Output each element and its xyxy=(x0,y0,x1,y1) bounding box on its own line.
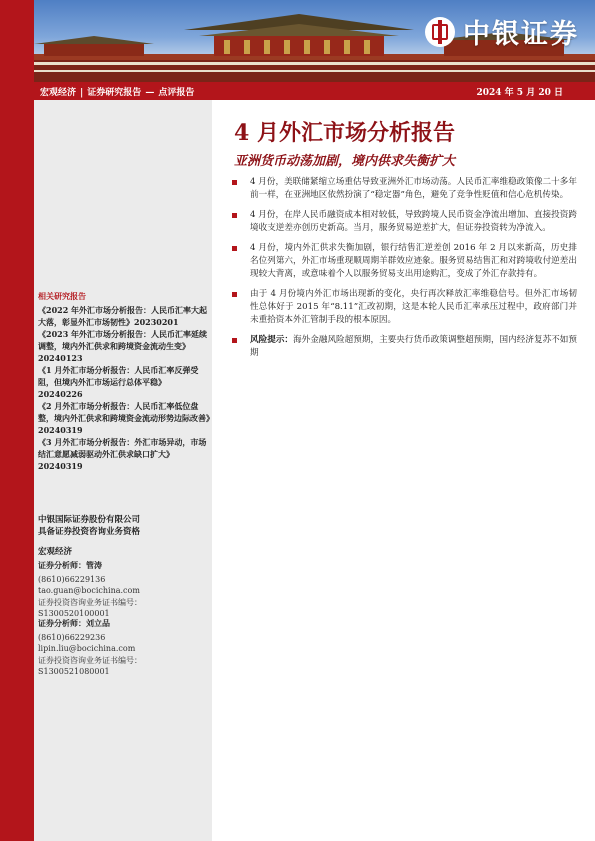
analyst-name: 证券分析师：管涛 xyxy=(38,560,102,570)
bullet-square-icon xyxy=(232,180,237,185)
related-report-item: 《3 月外汇市场分析报告：外汇市场异动，市场结汇意愿减弱驱动外汇供求缺口扩大》20240319 xyxy=(38,437,207,471)
related-report-item: 《2 月外汇市场分析报告：人民币汇率低位盘整，境内外汇供求和跨境资金流动形势边际改善》20240319 xyxy=(38,401,210,435)
report-type-label: 证券研究报告 xyxy=(87,87,142,98)
related-report-item: 《1 月外汇市场分析报告：人民币汇率反弹受阻，但境内外汇市场运行总体平稳》20240226 xyxy=(38,365,199,399)
key-point: 4 月份，境内外汇供求失衡加剧，银行结售汇逆差创 2016 年 2 月以来新高，历史排名位列第六，外汇市场重现顺周期羊群效应迹象。服务贸易结售汇和对跨境收付逆差出现较大背离，或意味着个人以服务贸易支出用途购汇，变成了外汇存款持有。 xyxy=(232,242,577,281)
related-heading: 相关研究报告 xyxy=(38,291,86,301)
analyst-email[interactable]: lipin.liu@bocichina.com xyxy=(38,644,136,653)
sector-label: 宏观经济 xyxy=(38,547,73,557)
analyst-license: 证券投资咨询业务证书编号：S1300521080001 xyxy=(38,655,142,676)
related-report-item: 《2022 年外汇市场分析报告：人民币汇率大起大落，彰显外汇市场韧性》20230201 xyxy=(38,305,208,327)
analyst-phone: (8610)66229136 xyxy=(38,574,106,584)
related-reports xyxy=(38,290,210,472)
analyst-email[interactable]: tao.guan@bocichina.com xyxy=(38,586,140,595)
analyst-name: 证券分析师：刘立品 xyxy=(38,618,110,628)
report-date: 2024 年 5 月 20 日 xyxy=(476,87,563,98)
report-classification: 宏观经济 | 证券研究报告 — 点评报告 xyxy=(40,87,195,98)
company-info xyxy=(38,514,210,558)
risk-warning: 风险提示：海外金融风险超预期，主要央行货币政策调整超预期，国内经济复苏不如预期 xyxy=(232,334,577,360)
analyst-block xyxy=(38,618,210,678)
bullet-square-icon xyxy=(232,213,237,218)
analyst-phone: (8610)66229236 xyxy=(38,632,106,642)
key-points-list xyxy=(232,176,577,367)
analyst-license: 证券投资咨询业务证书编号：S1300520100001 xyxy=(38,597,142,618)
bullet-square-icon xyxy=(232,246,237,251)
category-label: 宏观经济 xyxy=(40,87,77,98)
report-subtitle: 亚洲货币动荡加剧，境内供求失衡扩大 xyxy=(234,154,456,169)
key-point: 4 月份，在岸人民币融资成本相对较低，导致跨境人民币资金净流出增加、直接投资跨境收支逆差亦创历史新高。当月，服务贸易逆差扩大，但证券投资转为净流入。 xyxy=(232,209,577,235)
key-point: 由于 4 月份境内外汇市场出现新的变化，央行再次释放汇率维稳信号。但外汇市场韧性总体好于 2015 年“8.11”汇改初期，这是本轮人民币汇率承压过程中，政府部门并未重拾资本外汇管制手段的根本原因。 xyxy=(232,288,577,327)
boc-logo-icon xyxy=(425,17,455,47)
risk-label: 风险提示： xyxy=(250,335,294,345)
report-title: 4 月外汇市场分析报告 xyxy=(234,120,455,146)
bullet-square-icon xyxy=(232,338,237,343)
bullet-square-icon xyxy=(232,292,237,297)
key-point: 4 月份，美联储紧缩立场重估导致亚洲外汇市场动荡。人民币汇率维稳政策像二十多年前一样，在亚洲地区依然扮演了“稳定器”角色，避免了竞争性贬值和信心危机传染。 xyxy=(232,176,577,202)
brand-name: 中银证券 xyxy=(463,19,579,50)
company-name: 中银国际证券股份有限公司 xyxy=(38,515,141,525)
brand-logo xyxy=(425,12,579,51)
company-qualification: 具备证券投资咨询业务资格 xyxy=(38,527,141,537)
info-bar xyxy=(34,82,595,100)
header-banner xyxy=(34,0,595,82)
analyst-block xyxy=(38,560,210,620)
sidebar xyxy=(34,100,212,841)
related-report-item: 《2023 年外汇市场分析报告：人民币汇率延续调整，境内外汇供求和跨境资金流动生变》20240123 xyxy=(38,329,208,363)
report-subtype-label: 点评报告 xyxy=(158,87,195,98)
left-accent-bar xyxy=(0,0,34,841)
